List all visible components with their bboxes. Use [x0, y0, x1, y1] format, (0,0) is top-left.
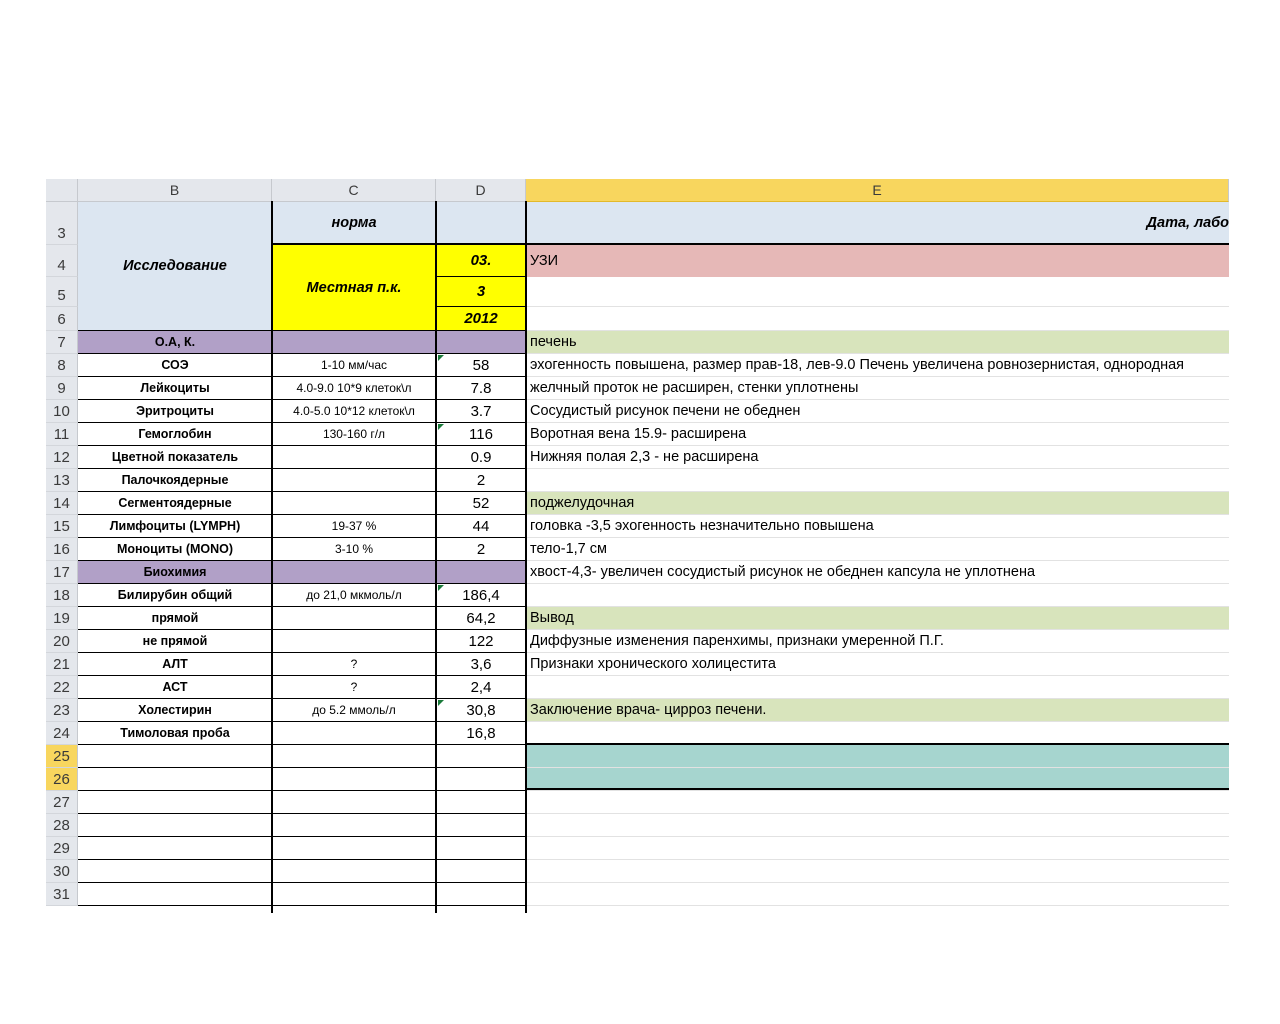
ultrasound-note-cell[interactable]: эхогенность повышена, размер прав-18, лев-9.0 Печень увеличена ровнозернистая, однородная — [526, 354, 1229, 377]
result-value-cell[interactable] — [436, 331, 526, 354]
norm-value-cell[interactable] — [272, 492, 436, 515]
row-header-31[interactable]: 31 — [46, 883, 78, 906]
result-value-cell[interactable]: 64,2 — [436, 607, 526, 630]
test-name-cell[interactable]: Лимфоциты (LYMPH) — [78, 515, 272, 538]
comment-indicator-icon — [438, 424, 444, 430]
row-header-24[interactable]: 24 — [46, 722, 78, 745]
result-value-cell[interactable]: 186,4 — [436, 584, 526, 607]
ultrasound-note-cell[interactable] — [526, 860, 1229, 883]
result-value-cell[interactable] — [436, 561, 526, 584]
row-header-7[interactable]: 7 — [46, 331, 78, 354]
norm-value-cell[interactable] — [272, 446, 436, 469]
row-header-22[interactable]: 22 — [46, 676, 78, 699]
row-header-19[interactable]: 19 — [46, 607, 78, 630]
comment-indicator-icon — [438, 355, 444, 361]
result-value-cell[interactable]: 2,4 — [436, 676, 526, 699]
date-month-cell[interactable] — [436, 277, 526, 307]
result-value-cell[interactable] — [436, 745, 526, 768]
row-header-23[interactable]: 23 — [46, 699, 78, 722]
test-name-cell[interactable]: Цветной показатель — [78, 446, 272, 469]
norm-value-cell[interactable] — [272, 607, 436, 630]
result-value-cell[interactable]: 0.9 — [436, 446, 526, 469]
result-value-cell[interactable]: 2 — [436, 469, 526, 492]
border-c-d — [435, 201, 437, 913]
norm-value-cell[interactable]: 4.0-5.0 10*12 клеток\л — [272, 400, 436, 423]
test-name-cell[interactable] — [78, 860, 272, 883]
test-name-cell[interactable]: Лейкоциты — [78, 377, 272, 400]
result-value-cell[interactable]: 7.8 — [436, 377, 526, 400]
column-header-c[interactable]: C — [272, 179, 436, 202]
row-header-26[interactable]: 26 — [46, 768, 78, 791]
date-day: 03. — [470, 252, 492, 269]
norm-value-cell[interactable] — [272, 561, 436, 584]
norm-value-cell[interactable]: ? — [272, 676, 436, 699]
result-value-cell[interactable]: 52 — [436, 492, 526, 515]
ultrasound-note-cell[interactable]: головка -3,5 эхогенность незначительно повышена — [526, 515, 1229, 538]
row-header-4[interactable]: 4 — [46, 245, 78, 277]
result-value-cell[interactable]: 116 — [436, 423, 526, 446]
e-cell-row-4[interactable] — [526, 245, 1229, 277]
ultrasound-note-cell[interactable]: желчный проток не расширен, стенки уплотнены — [526, 377, 1229, 400]
norm-value-cell[interactable]: до 5.2 ммоль/л — [272, 699, 436, 722]
ultrasound-note-cell[interactable] — [526, 676, 1229, 699]
row-header-29[interactable]: 29 — [46, 837, 78, 860]
result-value-cell[interactable]: 3,6 — [436, 653, 526, 676]
result-value-cell[interactable] — [436, 883, 526, 906]
ultrasound-note-cell[interactable]: Сосудистый рисунок печени не обеднен — [526, 400, 1229, 423]
e-value-row-4: УЗИ — [530, 253, 559, 269]
norm-header-cell[interactable] — [272, 202, 436, 245]
test-name-cell[interactable]: прямой — [78, 607, 272, 630]
result-value-cell[interactable]: 30,8 — [436, 699, 526, 722]
norm-value-cell[interactable] — [272, 814, 436, 837]
row-header-13[interactable]: 13 — [46, 469, 78, 492]
test-name-cell[interactable] — [78, 837, 272, 860]
ultrasound-note-cell[interactable]: поджелудочная — [526, 492, 1229, 515]
row-header-28[interactable]: 28 — [46, 814, 78, 837]
row-header-8[interactable]: 8 — [46, 354, 78, 377]
norm-value-cell[interactable] — [272, 331, 436, 354]
select-all-corner[interactable] — [46, 179, 78, 202]
test-name-cell[interactable]: Моноциты (MONO) — [78, 538, 272, 561]
row-header-14[interactable]: 14 — [46, 492, 78, 515]
result-value-cell[interactable]: 44 — [436, 515, 526, 538]
border-b-c — [271, 201, 273, 913]
local-norm-label: Местная п.к. — [306, 279, 402, 296]
test-name-cell[interactable]: Холестирин — [78, 699, 272, 722]
ultrasound-note-cell[interactable] — [526, 469, 1229, 492]
norm-value-cell[interactable] — [272, 791, 436, 814]
ultrasound-note-cell[interactable] — [526, 791, 1229, 814]
norm-value-cell[interactable]: ? — [272, 653, 436, 676]
row-header-3[interactable]: 3 — [46, 202, 78, 245]
result-value-cell[interactable] — [436, 814, 526, 837]
border-d-e — [525, 201, 527, 913]
result-value-cell[interactable]: 122 — [436, 630, 526, 653]
ultrasound-note-cell[interactable]: Вывод — [526, 607, 1229, 630]
norm-value-cell[interactable] — [272, 722, 436, 745]
date-month: 3 — [476, 283, 486, 300]
test-name-cell[interactable]: Тимоловая проба — [78, 722, 272, 745]
date-day-cell[interactable] — [436, 245, 526, 277]
column-header-b[interactable]: B — [78, 179, 272, 202]
test-name-cell[interactable]: АЛТ — [78, 653, 272, 676]
norm-value-cell[interactable] — [272, 837, 436, 860]
norm-value-cell[interactable] — [272, 745, 436, 768]
result-value-cell[interactable] — [436, 837, 526, 860]
test-name-cell[interactable]: Эритроциты — [78, 400, 272, 423]
result-value-cell[interactable]: 16,8 — [436, 722, 526, 745]
norm-value-cell[interactable]: 130-160 г/л — [272, 423, 436, 446]
ultrasound-note-cell[interactable]: Воротная вена 15.9- расширена — [526, 423, 1229, 446]
row-header-6[interactable]: 6 — [46, 307, 78, 331]
row-header-16[interactable]: 16 — [46, 538, 78, 561]
test-name-cell[interactable]: Гемоглобин — [78, 423, 272, 446]
result-value-cell[interactable]: 58 — [436, 354, 526, 377]
norm-value-cell[interactable]: 1-10 мм/час — [272, 354, 436, 377]
result-value-cell[interactable]: 2 — [436, 538, 526, 561]
norm-value-cell[interactable]: 3-10 % — [272, 538, 436, 561]
test-name-cell[interactable]: Билирубин общий — [78, 584, 272, 607]
row-header-17[interactable]: 17 — [46, 561, 78, 584]
spreadsheet-grid[interactable] — [46, 179, 1229, 913]
ultrasound-note-cell[interactable] — [526, 584, 1229, 607]
test-name-cell[interactable] — [78, 745, 272, 768]
ultrasound-note-cell[interactable] — [526, 722, 1229, 745]
study-header-cell[interactable] — [78, 202, 272, 331]
row-header-10[interactable]: 10 — [46, 400, 78, 423]
norm-value-cell[interactable] — [272, 883, 436, 906]
ultrasound-note-cell[interactable]: тело-1,7 см — [526, 538, 1229, 561]
row-header-20[interactable]: 20 — [46, 630, 78, 653]
ultrasound-note-cell[interactable] — [526, 745, 1229, 768]
column-header-d[interactable]: D — [436, 179, 526, 202]
date-lab-header-label: Дата, лабо — [1146, 214, 1229, 231]
row-header-27[interactable]: 27 — [46, 791, 78, 814]
result-value-cell[interactable] — [436, 791, 526, 814]
comment-indicator-icon — [438, 700, 444, 706]
study-header-label: Исследование — [123, 258, 227, 274]
row-header-18[interactable]: 18 — [46, 584, 78, 607]
date-lab-header-cell[interactable] — [436, 202, 1229, 245]
row-header-12[interactable]: 12 — [46, 446, 78, 469]
row-header-9[interactable]: 9 — [46, 377, 78, 400]
norm-value-cell[interactable] — [272, 860, 436, 883]
norm-value-cell[interactable]: 4.0-9.0 10*9 клеток\л — [272, 377, 436, 400]
row-header-30[interactable]: 30 — [46, 860, 78, 883]
date-year-cell[interactable] — [436, 307, 526, 331]
row-header-11[interactable]: 11 — [46, 423, 78, 446]
row-header-5[interactable]: 5 — [46, 277, 78, 307]
ultrasound-note-cell[interactable] — [526, 883, 1229, 906]
ultrasound-note-cell[interactable] — [526, 837, 1229, 860]
test-name-cell[interactable]: Палочкоядерные — [78, 469, 272, 492]
test-name-cell[interactable]: Биохимия — [78, 561, 272, 584]
test-name-cell[interactable] — [78, 791, 272, 814]
e-cell-row-6[interactable] — [526, 307, 1229, 331]
test-name-cell[interactable]: АСТ — [78, 676, 272, 699]
norm-value-cell[interactable] — [272, 469, 436, 492]
test-name-cell[interactable] — [78, 814, 272, 837]
row-header-25[interactable]: 25 — [46, 745, 78, 768]
column-header-e[interactable]: E — [526, 179, 1229, 202]
test-name-cell[interactable]: Сегментоядерные — [78, 492, 272, 515]
row-header-15[interactable]: 15 — [46, 515, 78, 538]
ultrasound-note-cell[interactable]: Признаки хронического холицестита — [526, 653, 1229, 676]
ultrasound-note-cell[interactable]: Заключение врача- цирроз печени. — [526, 699, 1229, 722]
norm-header-label: норма — [331, 214, 377, 231]
comment-indicator-icon — [438, 585, 444, 591]
ultrasound-note-cell[interactable]: хвост-4,3- увеличен сосудистый рисунок не обеднен капсула не уплотнена — [526, 561, 1229, 584]
result-value-cell[interactable] — [436, 860, 526, 883]
norm-value-cell[interactable] — [272, 630, 436, 653]
ultrasound-note-cell[interactable]: Диффузные изменения паренхимы, признаки умеренной П.Г. — [526, 630, 1229, 653]
ultrasound-note-cell[interactable] — [526, 768, 1229, 791]
result-value-cell[interactable] — [436, 768, 526, 791]
local-norm-cell[interactable] — [272, 245, 436, 331]
test-name-cell[interactable] — [78, 883, 272, 906]
test-name-cell[interactable]: О.А, К. — [78, 331, 272, 354]
test-name-cell[interactable]: СОЭ — [78, 354, 272, 377]
e-cell-row-5[interactable] — [526, 277, 1229, 307]
ultrasound-note-cell[interactable] — [526, 814, 1229, 837]
ultrasound-note-cell[interactable]: Нижняя полая 2,3 - не расширена — [526, 446, 1229, 469]
norm-value-cell[interactable]: до 21,0 мкмоль/л — [272, 584, 436, 607]
test-name-cell[interactable] — [78, 768, 272, 791]
norm-value-cell[interactable] — [272, 768, 436, 791]
row-header-21[interactable]: 21 — [46, 653, 78, 676]
test-name-cell[interactable]: не прямой — [78, 630, 272, 653]
norm-value-cell[interactable]: 19-37 % — [272, 515, 436, 538]
date-year: 2012 — [464, 310, 498, 327]
ultrasound-note-cell[interactable]: печень — [526, 331, 1229, 354]
result-value-cell[interactable]: 3.7 — [436, 400, 526, 423]
